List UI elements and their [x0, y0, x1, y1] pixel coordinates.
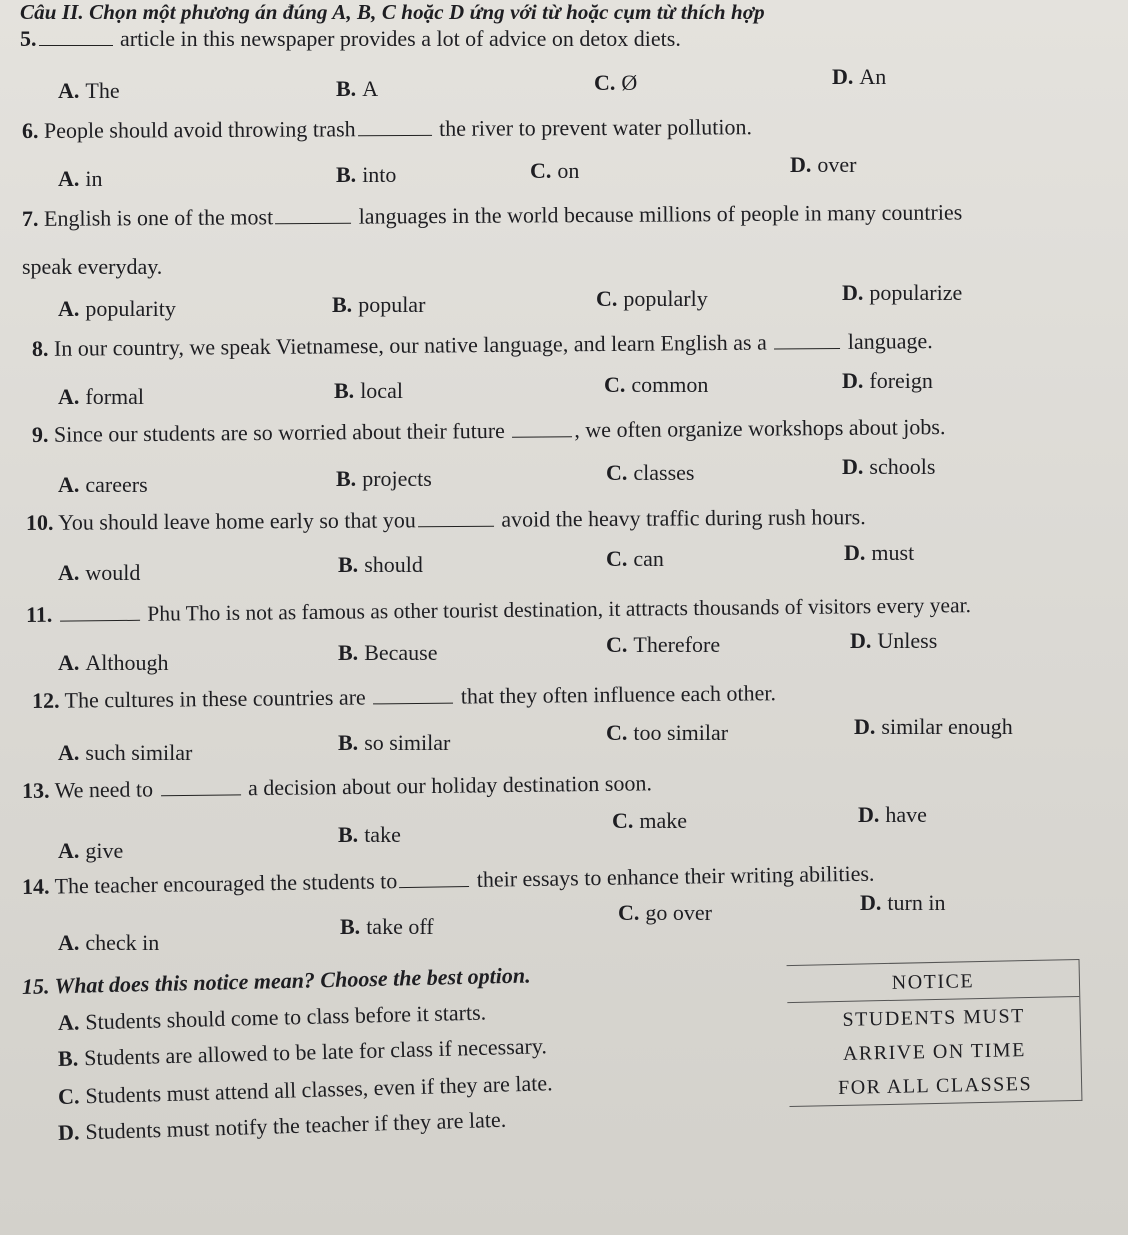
question-prompt: What does this notice mean? Choose the best option. [54, 962, 531, 999]
question-13 [22, 770, 652, 804]
notice-box [787, 959, 1083, 1107]
question-text: article in this newspaper provides a lot of advice on detox diets. [120, 26, 681, 51]
question-number: 5. [20, 26, 37, 51]
option-c: C. can [606, 546, 664, 571]
question-text: Phu Tho is not as famous as other tourist destination, it attracts thousands of visitors every year. [147, 593, 972, 626]
question-text-before: You should leave home early so that you [58, 507, 416, 535]
question-number: 15. [21, 973, 50, 999]
option-d: D. Unless [850, 628, 938, 653]
option-b: B. should [338, 552, 423, 577]
question-number: 10. [25, 509, 54, 535]
option-c: C. popularly [596, 286, 708, 311]
notice-title: NOTICE [891, 970, 975, 994]
option-a: A. give [58, 838, 124, 863]
question-text-after: the river to prevent water pollution. [439, 114, 752, 141]
q15-option-d: D. Students must notify the teacher if they are late. [57, 1106, 507, 1145]
answer-blank [275, 222, 351, 225]
question-12 [32, 680, 776, 714]
answer-blank [60, 619, 140, 622]
option-c: C. make [612, 808, 688, 833]
question-text-after: , we often organize workshops about jobs. [574, 414, 946, 443]
option-c: C. classes [606, 460, 695, 485]
option-a: A. formal [58, 384, 145, 409]
question-text-after: that they often influence each other. [460, 680, 777, 709]
question-10 [26, 504, 866, 536]
option-c: C. Therefore [606, 632, 721, 657]
option-c: C. go over [618, 900, 712, 925]
notice-line-3: FOR ALL CLASSES [837, 1072, 1033, 1100]
option-c: C. too similar [606, 720, 729, 745]
q15-option-c: C. Students must attend all classes, even if they are late. [57, 1070, 553, 1109]
option-b: B. into [336, 162, 397, 187]
question-number: 14. [21, 873, 50, 899]
option-d: D. popularize [842, 280, 963, 305]
question-7-continuation: speak everyday. [22, 254, 163, 279]
question-11 [26, 592, 971, 628]
answer-blank [512, 435, 572, 438]
question-text-after: their essays to enhance their writing abilities. [476, 860, 875, 892]
answer-blank [418, 525, 494, 528]
option-c: C. common [604, 372, 709, 397]
option-b: B. take off [340, 914, 434, 939]
option-a: A. popularity [58, 296, 176, 321]
question-number: 7. [21, 205, 39, 231]
question-number: 9. [31, 421, 49, 447]
answer-blank [373, 702, 453, 705]
q15-option-b: B. Students are allowed to be late for class if necessary. [57, 1033, 548, 1071]
option-a: A. Although [58, 650, 169, 675]
option-d: D. turn in [860, 890, 946, 915]
answer-blank [399, 885, 469, 888]
question-text-before: Since our students are so worried about their future [53, 417, 505, 447]
question-number: 12. [31, 687, 60, 713]
option-d: D. have [858, 802, 927, 827]
question-text-before: The teacher encouraged the students to [54, 868, 398, 899]
option-a: A. in [58, 166, 103, 191]
option-b: B. projects [336, 466, 432, 491]
question-7 [22, 199, 962, 232]
option-a: A. The [58, 78, 120, 103]
option-d: D. schools [842, 454, 936, 479]
question-number: 13. [21, 777, 50, 803]
question-text-after: languages in the world because millions of people in many countries [358, 199, 963, 229]
question-number: 8. [31, 335, 49, 361]
option-c: C. Ø [594, 70, 638, 95]
option-d: D. over [790, 152, 857, 177]
question-9 [32, 414, 946, 448]
option-b: B. Because [338, 640, 438, 665]
answer-blank [774, 347, 840, 350]
option-a: A. such similar [58, 740, 193, 765]
question-number: 6. [21, 117, 39, 143]
notice-line-1: STUDENTS MUST [842, 1005, 1026, 1031]
option-b: B. local [334, 378, 403, 403]
option-a: A. would [58, 560, 141, 585]
question-15 [22, 962, 531, 1000]
option-d: D. foreign [842, 368, 933, 393]
answer-blank [39, 44, 113, 46]
question-text-before: The cultures in these countries are [64, 684, 366, 713]
question-text-before: In our country, we speak Vietnamese, our native language, and learn English as a [53, 329, 767, 361]
option-b: B. popular [332, 292, 426, 317]
question-8 [32, 328, 933, 362]
answer-blank [161, 793, 241, 796]
option-b: B. take [338, 822, 401, 847]
question-6 [22, 114, 752, 144]
question-text-after: a decision about our holiday destination soon. [247, 770, 653, 801]
option-d: D. similar enough [854, 714, 1013, 739]
option-b: B. so similar [338, 730, 451, 755]
q15-option-a: A. Students should come to class before it starts. [57, 999, 487, 1035]
option-b: B. A [336, 76, 379, 101]
option-d: D. must [844, 540, 915, 565]
question-text-after: language. [847, 328, 933, 354]
option-a: A. careers [58, 472, 148, 497]
answer-blank [358, 134, 432, 136]
question-5 [20, 26, 681, 52]
question-text-after: avoid the heavy traffic during rush hours. [501, 504, 866, 532]
question-number: 11. [25, 601, 53, 627]
option-d: D. An [832, 64, 887, 89]
option-c: C. on [530, 158, 580, 183]
question-14 [22, 861, 875, 900]
option-a: A. check in [58, 930, 160, 955]
question-text-before: People should avoid throwing trash [43, 116, 356, 143]
question-text-before: English is one of the most [43, 204, 274, 231]
section-heading: Câu II. Chọn một phương án đúng A, B, C hoặc D ứng với từ hoặc cụm từ thích hợp [20, 0, 765, 24]
notice-divider [787, 996, 1079, 1003]
notice-line-2: ARRIVE ON TIME [842, 1039, 1027, 1065]
question-text-before: We need to [54, 776, 154, 803]
